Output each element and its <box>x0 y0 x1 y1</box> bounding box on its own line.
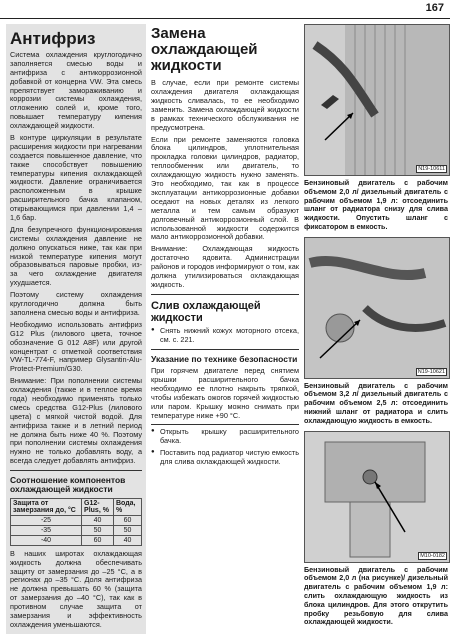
table-cell: 60 <box>113 515 141 525</box>
table-cell: 40 <box>113 535 141 545</box>
antifreeze-column <box>6 24 146 634</box>
coolant-change-column <box>151 24 299 636</box>
antifreeze-note: Внимание: При пополнении системы охлаждения (также и в теплое время года) необходимо применять только смесь средства G12-Plus (лилового цвета) с мягкой чистой водой. Для антифриза также и в летний период не должна быть ниже 40 %. Поэтому при пополнении системы охлаждения нужно не только добавлять воду, а всегда следует добавлять антифриз. <box>10 376 142 466</box>
coolant-change-note: Внимание: Охлаждающая жидкость достаточно ядовита. Администрации районов и городов информируют о том, как должна утилизироваться охлаждающая жидкость. <box>151 244 299 289</box>
antifreeze-para-1: Система охлаждения круглогодично заполняется смесью воды и антифриза с антикоррозионной добавкой от концерна VW. Эта смесь препятствует замораживанию и коррозии системы охлаждения, отложению солей и, кроме того, повышает температуру кипения охлаждающей жидкости. <box>10 50 142 131</box>
table-row <box>11 525 142 535</box>
safety-text: При горячем двигателе перед снятием крышки расширительного бачка необходимо ее плотно накрыть тряпкой, чтобы избежать ожогов горячей жидкостью или паром. Крышку можно снимать при температуре ниже +90 °С. <box>151 366 299 420</box>
page-header <box>0 0 450 19</box>
table-header-water: Вода, % <box>113 498 141 515</box>
table-cell: 40 <box>82 515 114 525</box>
figure-ref: M10-0182 <box>420 552 445 559</box>
figure-ref: N19-10611 <box>418 166 445 172</box>
table-cell: -35 <box>11 525 82 535</box>
antifreeze-para-4: Поэтому систему охлаждения круглогодично должна быть заполнена смесью воды и антифриза. <box>10 290 142 317</box>
caption-3: Бензиновый двигатель с рабочим объемом 2,0 л (на рисунке)/ дизельный двигатель с рабочим объемом 1,9 л: слить охлаждающую жидкость из блока цилиндров. Для этого открутить пробку резьбовую для слива охлаждающей жидкости. <box>304 564 448 627</box>
table-cell: 60 <box>82 535 114 545</box>
step-bullet-2: ● Поставить под радиатор чистую емкость для слива охлаждающей жидкости. <box>151 449 299 467</box>
drain-plug-illustration <box>305 432 449 562</box>
drain-bullet: ● Снять нижний кожух моторного отсека, см. с. 221. <box>151 327 299 345</box>
table-cell: -25 <box>11 515 82 525</box>
figure-ref: N19-10621 <box>417 368 445 375</box>
table-title: Соотношение компонентов охлаждающей жидкости <box>10 475 126 495</box>
antifreeze-spec: Необходимо использовать антифриз G12 Plus (лилового цвета, точное обозначение G 012 A8F) или другой концентрат с отметкой соответствия VW-TL-774-F, например Glysantin-Alu-Protect-Premium/G30. <box>10 319 142 374</box>
divider <box>151 294 299 295</box>
antifreeze-para-3: Для безупречного функционирования системы охлаждения давление не должно опускаться ниже, так как при низкой температуре кипения могут образовываться паровые пробки, из-за чего охлаждение двигателя ухудшается. <box>10 224 142 288</box>
divider <box>151 349 299 350</box>
antifreeze-para-2: В контуре циркуляции в результате расширения жидкости при нагревании создается повышенное давление, что также способствует повышению температуры кипения охлаждающей жидкости. Давление ограничивается расположенным в крышке расширительного бачка клапаном, открывающимся при давлении 1,4 – 1,6 бар. <box>10 133 142 223</box>
radiator-hose-illustration <box>305 25 449 175</box>
table-cell: -40 <box>11 535 82 545</box>
coolant-change-title: Замена охлаждающей жидкости <box>151 25 258 74</box>
coolant-change-para-1: В случае, если при ремонте системы охлаждения двигателя охлаждающая жидкость сливалась, то ее необходимо заменить. Замена охлаждающей жидкости в рамках технического обслуживания не предусмотрена. <box>151 78 299 132</box>
coolant-ratio-table <box>10 498 142 546</box>
lower-hose-photo <box>304 237 450 379</box>
radiator-hose-photo <box>304 24 450 176</box>
table-cell: 50 <box>82 525 114 535</box>
figures-column <box>304 24 448 636</box>
coolant-change-para-2: Если при ремонте заменяются головка блока цилиндров, уплотнительная прокладка головки цилиндров, радиатор, теплообменник или двигатель, то охлаждающую жидкость нужно заменять. Это необходимо, так как в процессе эксплуатации антикоррозионные добавки оседают на новых деталях из легкого металла и тем самым образуют долговечный антикоррозионный слой. В использованной жидкости содержится мало антикоррозионной добавки. <box>151 134 299 242</box>
table-header-protection: Защита от замерзания до, °C <box>11 498 82 515</box>
table-cell: 50 <box>113 525 141 535</box>
table-header-g12: G12-Plus, % <box>82 498 114 515</box>
caption-2: Бензиновый двигатель с рабочим объемом 3,2 л/ дизельный двигатель с рабочим объемом 2,5 л: отсоединить нижний шланг от радиатора и слить охлаждающую жидкость в емкость. <box>304 380 448 425</box>
drain-title: Слив охлаждающей жидкости <box>151 299 261 324</box>
table-row <box>11 535 142 545</box>
step-bullet-1: ● Открыть крышку расширительного бачка. <box>151 428 299 446</box>
drain-plug-photo <box>304 431 450 563</box>
page-number: 167 <box>425 2 444 14</box>
caption-1: Бензиновый двигатель с рабочим объемом 2,0 л/ дизельный двигатель с рабочим объемом 1,9 л: отсоединить шланг от радиатора снизу для слива жидкости. Опустить шланг с фиксатором в емкость. <box>304 178 448 231</box>
lower-hose-illustration <box>305 238 449 378</box>
divider <box>10 470 142 471</box>
safety-title: Указание по технике безопасности <box>151 353 298 364</box>
table-row <box>11 515 142 525</box>
antifreeze-title: Антифриз <box>10 29 96 48</box>
divider <box>151 424 299 425</box>
antifreeze-footer: В наших широтах охлаждающая жидкость должна обеспечивать защиту от замерзания до –25 °С, а в регионах до –35 °С. Доля антифриза не должна превышать 60 % (защита от замерзания до –40 °С), так как в противном случае защита от замерзания и эффективность охлаждения уменьшаются. <box>10 548 142 629</box>
